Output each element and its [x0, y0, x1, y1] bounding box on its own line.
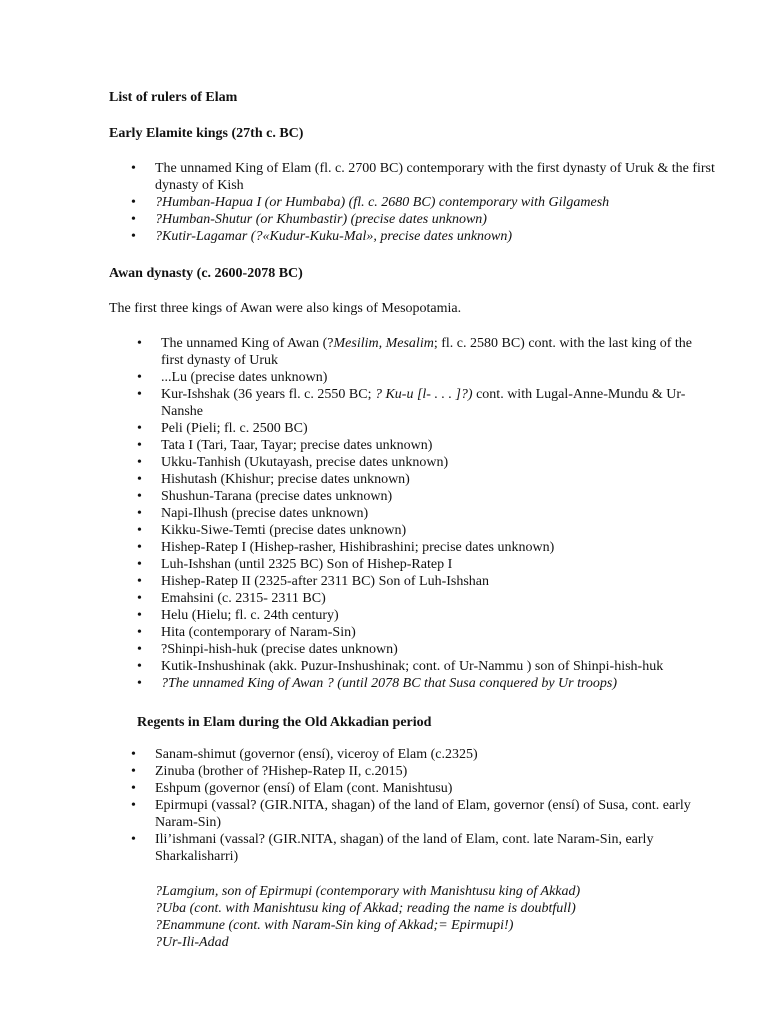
list-item-text-post: cont. with Lugal-Anne-Mundu & Ur-Nanshe	[161, 387, 686, 419]
list-item-text: ?Humban-Hapua I (or Humbaba) (fl. c. 2680 BC) contemporary with Gilgamesh	[155, 195, 610, 210]
list-item-text: ?Kutir-Lagamar (?«Kudur-Kuku-Mal», precise dates unknown)	[155, 229, 513, 244]
list-item	[137, 624, 717, 641]
bullet-icon: •	[137, 574, 142, 589]
bullet-icon: •	[131, 764, 136, 779]
bullet-icon: •	[137, 659, 142, 674]
bullet-icon: •	[137, 625, 142, 640]
list-item-text: Luh-Ishshan (until 2325 BC) Son of Hishep-Ratep I	[161, 557, 453, 572]
list-item-text: Helu (Hielu; fl. c. 24th century)	[161, 608, 339, 623]
list-item-text-pre: The unnamed King of Awan (?	[161, 336, 334, 351]
list-item-text: The unnamed King of Elam (fl. c. 2700 BC) contemporary with the first dynasty of Uruk & the first dynasty of Kish	[155, 161, 715, 193]
bullet-icon: •	[137, 523, 142, 538]
bullet-icon: •	[137, 370, 142, 385]
list-item	[131, 194, 715, 211]
italic-line: ?Ur-Ili-Adad	[155, 935, 229, 950]
list-item-text: ?Humban-Shutur (or Khumbastir) (precise dates unknown)	[155, 212, 487, 227]
list-item-text-italic: Mesilim, Mesalim	[333, 336, 434, 351]
list-item	[131, 211, 715, 228]
awan-intro: The first three kings of Awan were also kings of Mesopotamia.	[109, 301, 462, 316]
bullet-icon: •	[137, 336, 142, 351]
bullet-icon: •	[131, 781, 136, 796]
list-item-text-italic: ? Ku-u [l- . . . ]?)	[374, 387, 473, 402]
bullet-icon: •	[131, 195, 136, 210]
list-item-text: Hita (contemporary of Naram-Sin)	[161, 625, 356, 640]
italic-line: ?Enammune (cont. with Naram-Sin king of Akkad;= Epirmupi!)	[155, 918, 514, 933]
list-item-text: ...Lu (precise dates unknown)	[161, 370, 328, 385]
document-title: List of rulers of Elam	[109, 90, 238, 105]
list-item	[137, 369, 717, 386]
list-item	[131, 746, 715, 763]
bullet-icon: •	[137, 438, 142, 453]
list-item-text: Tata I (Tari, Taar, Tayar; precise dates unknown)	[161, 438, 433, 453]
bullet-icon: •	[137, 472, 142, 487]
list-item-text: Epirmupi (vassal? (GIR.NITA, shagan) of the land of Elam, governor (ensí) of Susa, cont. early Naram-Sin)	[155, 798, 691, 830]
list-item	[137, 420, 717, 437]
list-item	[137, 437, 717, 454]
bullet-icon: •	[131, 798, 136, 813]
section-heading-regents: Regents in Elam during the Old Akkadian period	[137, 715, 432, 730]
speculative-rulers-block	[155, 883, 580, 951]
bullet-icon: •	[137, 387, 142, 402]
section-heading-awan: Awan dynasty (c. 2600-2078 BC)	[109, 266, 303, 281]
list-item	[137, 590, 717, 607]
bullet-icon: •	[131, 229, 136, 244]
bullet-icon: •	[137, 421, 142, 436]
bullet-icon: •	[137, 455, 142, 470]
list-item	[137, 607, 717, 624]
bullet-icon: •	[137, 591, 142, 606]
bullet-icon: •	[137, 557, 142, 572]
list-item	[131, 831, 715, 865]
early-kings-list	[131, 160, 715, 245]
list-item	[137, 471, 717, 488]
list-item-text: Emahsini (c. 2315- 2311 BC)	[161, 591, 326, 606]
list-item-text-post: ; fl. c. 2580 BC) cont. with the last king of the first dynasty of Uruk	[161, 336, 693, 368]
list-item-text-pre: Kur-Ishshak (36 years fl. c. 2550 BC;	[161, 387, 375, 402]
list-item	[131, 160, 715, 194]
bullet-icon: •	[131, 747, 136, 762]
bullet-icon: •	[131, 161, 136, 176]
list-item-text: Hishep-Ratep I (Hishep-rasher, Hishibrashini; precise dates unknown)	[161, 540, 555, 555]
list-item	[131, 763, 715, 780]
list-item-text: Shushun-Tarana (precise dates unknown)	[161, 489, 393, 504]
list-item	[137, 522, 717, 539]
list-item-text: Eshpum (governor (ensí) of Elam (cont. Manishtusu)	[155, 781, 453, 796]
list-item	[137, 539, 717, 556]
list-item	[137, 505, 717, 522]
list-item-text: ?The unnamed King of Awan ? (until 2078 BC that Susa conquered by Ur troops)	[161, 676, 618, 691]
list-item	[137, 454, 717, 471]
list-item	[137, 658, 717, 675]
awan-kings-list	[137, 335, 717, 692]
italic-line: ?Uba (cont. with Manishtusu king of Akkad; reading the name is doubtfull)	[155, 901, 576, 916]
bullet-icon: •	[131, 212, 136, 227]
list-item-text: Ukku-Tanhish (Ukutayash, precise dates unknown)	[161, 455, 449, 470]
list-item-text: Zinuba (brother of ?Hishep-Ratep II, c.2015)	[155, 764, 408, 779]
list-item	[137, 675, 717, 692]
bullet-icon: •	[137, 540, 142, 555]
bullet-icon: •	[137, 506, 142, 521]
list-item-text: Peli (Pieli; fl. c. 2500 BC)	[161, 421, 308, 436]
list-item-text: Kikku-Siwe-Temti (precise dates unknown)	[161, 523, 407, 538]
list-item-text: Kutik-Inshushinak (akk. Puzur-Inshushinak; cont. of Ur-Nammu ) son of Shinpi-hish-huk	[161, 659, 664, 674]
list-item-text: ?Shinpi-hish-huk (precise dates unknown)	[161, 642, 398, 657]
list-item	[137, 386, 717, 420]
regents-list	[131, 746, 715, 865]
list-item-text: Hishep-Ratep II (2325-after 2311 BC) Son of Luh-Ishshan	[161, 574, 490, 589]
bullet-icon: •	[137, 642, 142, 657]
list-item	[131, 780, 715, 797]
list-item-text: Sanam-shimut (governor (ensí), viceroy of Elam (c.2325)	[155, 747, 478, 762]
bullet-icon: •	[131, 832, 136, 847]
bullet-icon: •	[137, 608, 142, 623]
list-item-text: Napi-Ilhush (precise dates unknown)	[161, 506, 369, 521]
list-item	[137, 335, 717, 369]
list-item-text: Hishutash (Khishur; precise dates unknown)	[161, 472, 410, 487]
list-item	[131, 228, 715, 245]
list-item	[137, 573, 717, 590]
list-item-text: Ili’ishmani (vassal? (GIR.NITA, shagan) of the land of Elam, cont. late Naram-Sin, early Sharkalisharri)	[155, 832, 654, 864]
list-item	[137, 556, 717, 573]
bullet-icon: •	[137, 489, 142, 504]
list-item	[131, 797, 715, 831]
bullet-icon: •	[137, 676, 142, 691]
list-item	[137, 488, 717, 505]
section-heading-early-elamite: Early Elamite kings (27th c. BC)	[109, 126, 304, 141]
italic-line: ?Lamgium, son of Epirmupi (contemporary with Manishtusu king of Akkad)	[155, 884, 581, 899]
list-item	[137, 641, 717, 658]
